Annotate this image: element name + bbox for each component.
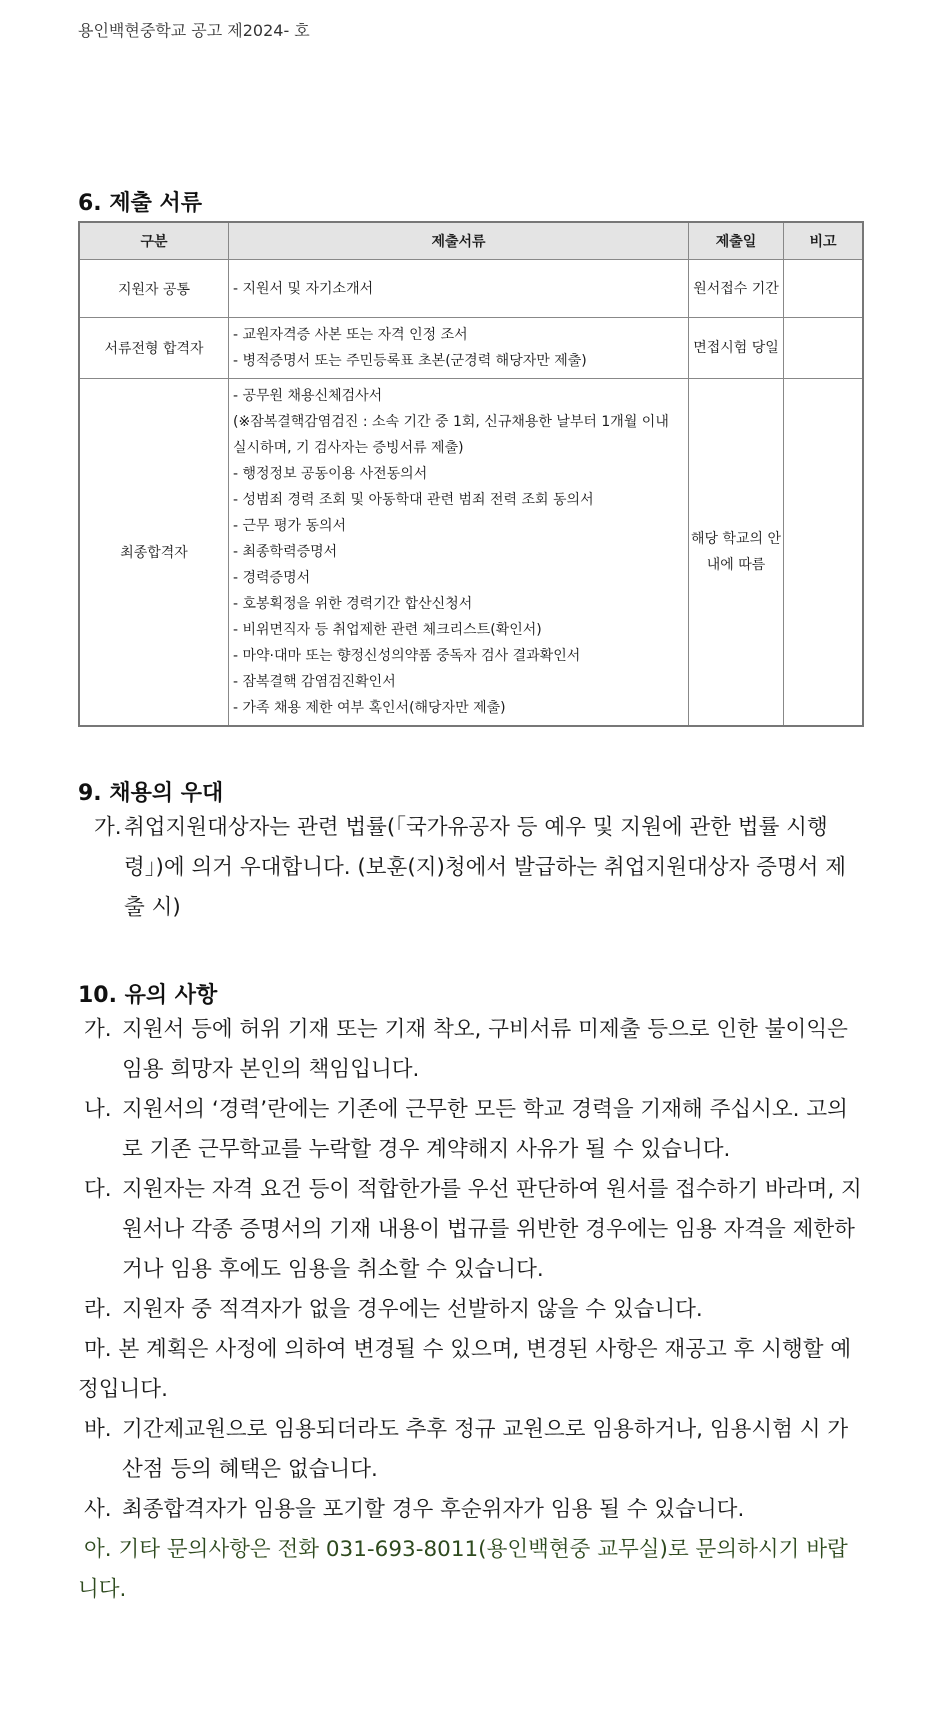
document-item: - 경력증명서: [233, 570, 311, 586]
list-text: 지원자 중 적격자가 없을 경우에는 선발하지 않을 수 있습니다.: [122, 1297, 703, 1322]
row-note: [784, 260, 864, 318]
document-item: - 병적증명서 또는 주민등록표 초본(군경력 해당자만 제출): [233, 353, 587, 369]
table-row: [79, 260, 863, 318]
col-header-date: 제출일: [689, 222, 784, 260]
document-item: - 최종학력증명서: [233, 544, 338, 560]
row-documents: [229, 318, 689, 379]
list-item: [78, 1010, 864, 1090]
list-marker: 다.: [84, 1177, 112, 1202]
row-date: 해당 학교의 안내에 따름: [689, 379, 784, 727]
list-item: [78, 1290, 864, 1330]
section-9-title: 9. 채용의 우대: [78, 781, 224, 806]
list-item: [78, 1330, 864, 1410]
list-marker: 라.: [84, 1297, 112, 1322]
section-10-body: [78, 1010, 864, 1610]
list-text: 지원서 등에 허위 기재 또는 기재 착오, 구비서류 미제출 등으로 인한 불이익은 임용 희망자 본인의 책임입니다.: [122, 1017, 848, 1082]
col-header-note: 비고: [784, 222, 864, 260]
row-date: 면접시험 당일: [689, 318, 784, 379]
row-category: 지원자 공통: [79, 260, 229, 318]
list-text: 지원서의 ‘경력’란에는 기존에 근무한 모든 학교 경력을 기재해 주십시오. 고의로 기존 근무학교를 누락할 경우 계약해지 사유가 될 수 있습니다.: [122, 1097, 848, 1162]
row-date: 원서접수 기간: [689, 260, 784, 318]
col-header-documents: 제출서류: [229, 222, 689, 260]
documents-table: [78, 221, 864, 727]
section-6-title: 6. 제출 서류: [78, 191, 202, 216]
row-documents: [229, 379, 689, 727]
list-item: [78, 1170, 864, 1290]
list-marker: 가.: [84, 1017, 112, 1042]
list-marker: 나.: [84, 1097, 112, 1122]
list-item: [78, 808, 864, 928]
document-item: - 마약·대마 또는 향정신성의약품 중독자 검사 결과확인서: [233, 648, 581, 664]
list-text: 최종합격자가 임용을 포기할 경우 후순위자가 임용 될 수 있습니다.: [122, 1497, 745, 1522]
document-item: - 교원자격증 사본 또는 자격 인정 조서: [233, 327, 468, 343]
list-marker: 아.: [84, 1537, 112, 1562]
table-header-row: [79, 222, 863, 260]
list-marker: 바.: [84, 1417, 112, 1442]
document-item: - 호봉획정을 위한 경력기간 합산신청서: [233, 596, 473, 612]
row-documents: [229, 260, 689, 318]
document-item: - 근무 평가 동의서: [233, 518, 347, 534]
list-marker: 가.: [94, 815, 122, 840]
list-text: 지원자는 자격 요건 등이 적합한가를 우선 판단하여 원서를 접수하기 바라며, 지원서나 각종 증명서의 기재 내용이 법규를 위반한 경우에는 임용 자격을 제한하거나 임용 후에도 임용을 취소할 수 있습니다.: [122, 1177, 862, 1282]
list-marker: 사.: [84, 1497, 112, 1522]
list-text: 본 계획은 사정에 의하여 변경될 수 있으며, 변경된 사항은 재공고 후 시행할 예정입니다.: [78, 1337, 852, 1402]
table-row: [79, 318, 863, 379]
row-category: 서류전형 합격자: [79, 318, 229, 379]
list-item: [78, 1530, 864, 1610]
document-item: - 행정정보 공동이용 사전동의서: [233, 466, 428, 482]
row-note: [784, 379, 864, 727]
document-item: - 잠복결핵 감염검진확인서: [233, 674, 396, 690]
section-9-body: [78, 808, 864, 928]
list-item: [78, 1090, 864, 1170]
list-item: [78, 1410, 864, 1490]
col-header-category: 구분: [79, 222, 229, 260]
section-10-title: 10. 유의 사항: [78, 983, 218, 1008]
row-note: [784, 318, 864, 379]
document-header: 용인백현중학교 공고 제2024- 호: [78, 21, 310, 40]
document-item: (※잠복결핵감염검진 : 소속 기간 중 1회, 신규채용한 날부터 1개월 이내 실시하며, 기 검사자는 증빙서류 제출): [233, 414, 669, 456]
document-item: - 지원서 및 자기소개서: [233, 280, 374, 297]
list-marker: 마.: [84, 1337, 112, 1362]
document-item: - 성범죄 경력 조회 및 아동학대 관련 범죄 전력 조회 동의서: [233, 492, 594, 508]
row-category: 최종합격자: [79, 379, 229, 727]
list-text: 취업지원대상자는 관련 법률(｢국가유공자 등 예우 및 지원에 관한 법률 시행령｣)에 의거 우대합니다. (보훈(지)청에서 발급하는 취업지원대상자 증명서 제출 시): [124, 815, 847, 920]
document-item: - 비위면직자 등 취업제한 관련 체크리스트(확인서): [233, 622, 542, 638]
list-text: 기타 문의사항은 전화 031-693-8011(용인백현중 교무실)로 문의하시기 바랍니다.: [78, 1537, 848, 1602]
document-item: - 공무원 채용신체검사서: [233, 388, 383, 404]
table-row: [79, 379, 863, 727]
list-item: [78, 1490, 864, 1530]
document-item: - 가족 채용 제한 여부 혹인서(해당자만 제출): [233, 700, 506, 716]
list-text: 기간제교원으로 임용되더라도 추후 정규 교원으로 임용하거나, 임용시험 시 가산점 등의 혜택은 없습니다.: [122, 1417, 849, 1482]
